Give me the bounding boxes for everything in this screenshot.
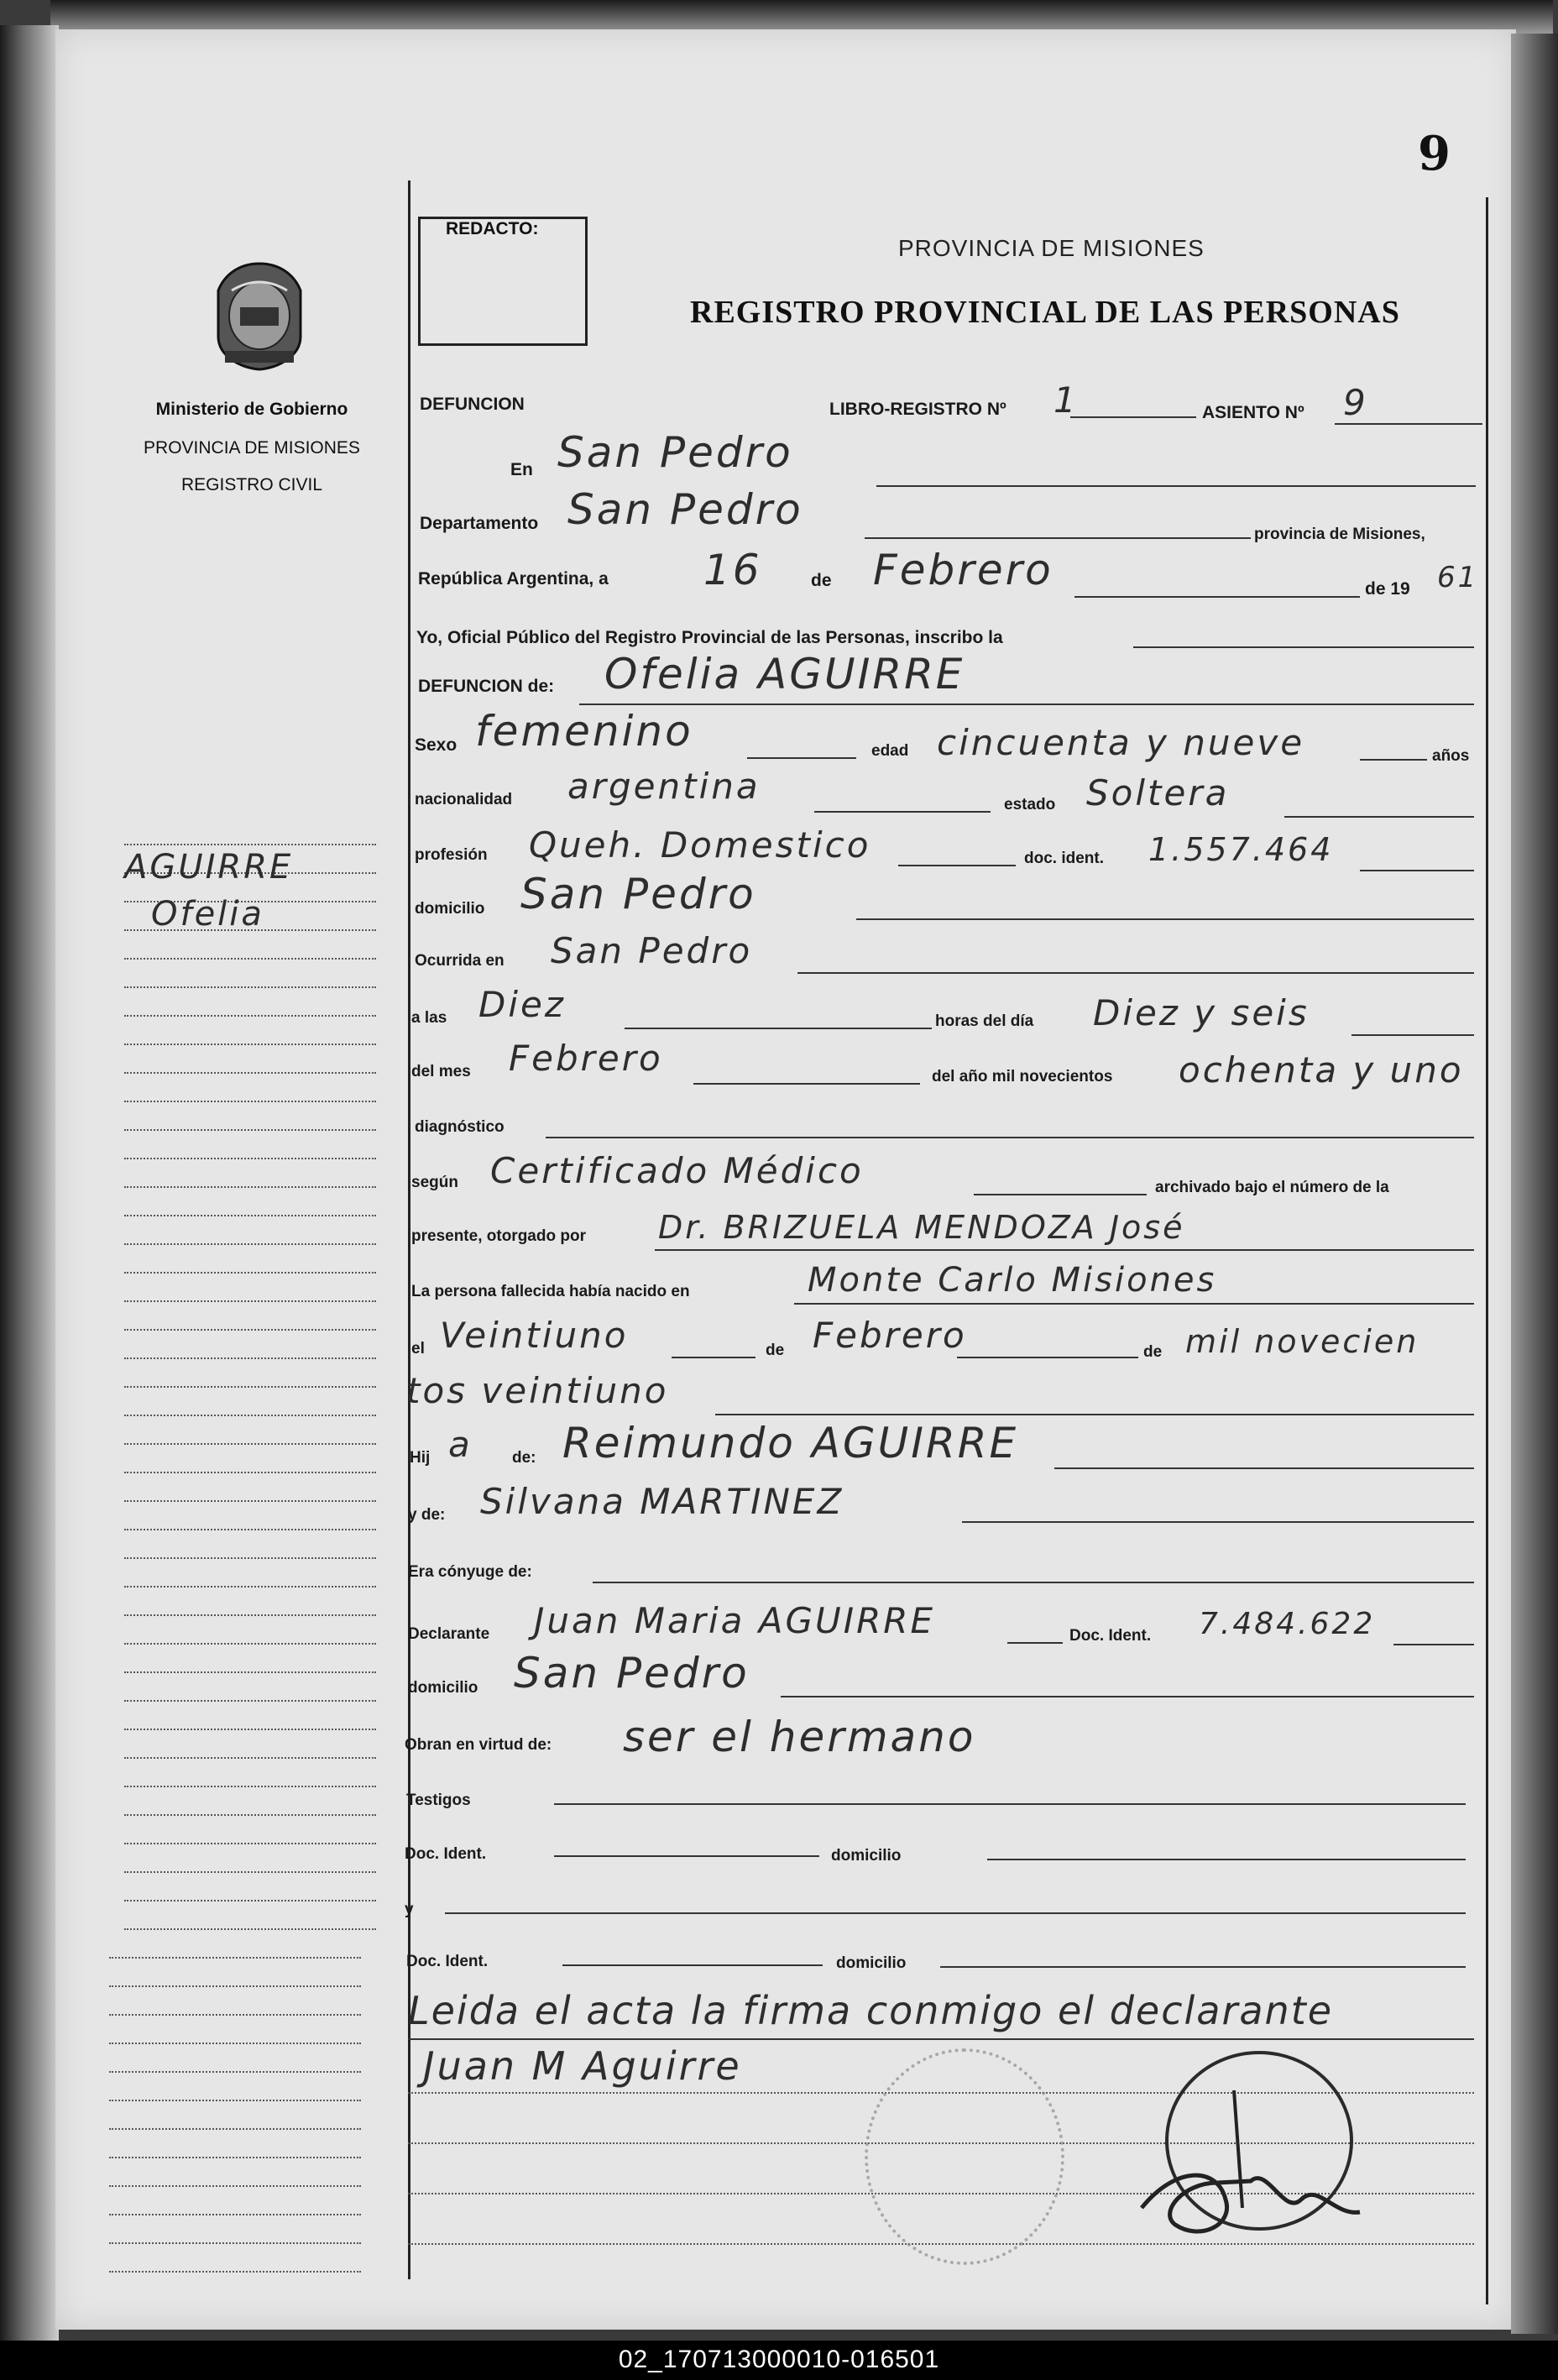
- value-dia: 16: [703, 546, 762, 594]
- margin-province: PROVINCIA DE MISIONES: [144, 438, 360, 458]
- label-de-nac: de: [766, 1342, 785, 1359]
- label-de-19: de 19: [1365, 579, 1410, 599]
- label-el: el: [411, 1340, 425, 1357]
- line-nombre: [579, 704, 1474, 705]
- margin-dotted-line: [109, 1985, 361, 1987]
- label-del-ano: del año mil novecientos: [932, 1068, 1113, 1085]
- line-testigo2-domicilio: [940, 1966, 1466, 1968]
- margin-dotted-line: [124, 1900, 376, 1901]
- margin-dotted-line: [109, 2071, 361, 2073]
- label-defuncion: DEFUNCION: [420, 395, 525, 414]
- margin-surname: AGUIRRE: [124, 848, 294, 887]
- value-asiento: 9: [1343, 382, 1368, 423]
- line-conyuge: [593, 1582, 1474, 1583]
- value-declarante: Juan Maria AGUIRRE: [534, 1600, 936, 1641]
- book-right-edge: [1511, 34, 1558, 2334]
- label-declarante-domicilio: domicilio: [408, 1679, 478, 1697]
- margin-dotted-line: [124, 1186, 376, 1188]
- line-doc: [1360, 870, 1474, 871]
- label-de-mil: de: [1143, 1343, 1163, 1361]
- label-asiento: ASIENTO Nº: [1202, 403, 1304, 422]
- registry-heading: REGISTRO PROVINCIAL DE LAS PERSONAS: [690, 295, 1400, 330]
- margin-dotted-line: [124, 1586, 376, 1588]
- margin-dotted-line: [124, 1272, 376, 1274]
- margin-dotted-line: [124, 1729, 376, 1730]
- value-nacionalidad: argentina: [567, 766, 761, 807]
- value-hora: Diez: [478, 984, 566, 1025]
- label-domicilio: domicilio: [415, 900, 485, 918]
- label-testigos: Testigos: [406, 1792, 471, 1809]
- book-top-edge: [50, 0, 1553, 34]
- line-mes: [1074, 596, 1360, 598]
- line-edad: [1360, 759, 1427, 761]
- margin-dotted-line: [124, 1557, 376, 1559]
- line-testigo1-domicilio: [987, 1859, 1466, 1860]
- label-y: y: [405, 1901, 414, 1918]
- line-diagnostico: [546, 1137, 1474, 1138]
- margin-dotted-line: [124, 1101, 376, 1102]
- margin-dotted-line: [124, 1928, 376, 1930]
- margin-dotted-line: [124, 1129, 376, 1131]
- margin-dotted-line: [124, 1529, 376, 1530]
- line-y: [445, 1912, 1466, 1914]
- label-horas-del-dia: horas del día: [935, 1012, 1034, 1030]
- line-declarante-domicilio: [781, 1696, 1474, 1697]
- label-nacido-en: La persona fallecida había nacido en: [411, 1283, 690, 1300]
- label-hij: Hij: [410, 1449, 431, 1467]
- margin-ministry: Ministerio de Gobierno: [155, 400, 348, 419]
- label-estado: estado: [1004, 796, 1056, 813]
- value-ano-nac-2: tos veintiuno: [406, 1370, 669, 1411]
- label-doc-ident: doc. ident.: [1024, 850, 1104, 867]
- official-signature-icon: [1125, 2040, 1377, 2258]
- label-nacionalidad: nacionalidad: [415, 791, 513, 808]
- label-y-de: y de:: [408, 1506, 446, 1524]
- book-binding: [0, 25, 59, 2342]
- value-departamento: San Pedro: [567, 485, 803, 534]
- value-mes: Febrero: [873, 546, 1053, 594]
- margin-dotted-line: [124, 1015, 376, 1017]
- value-en: San Pedro: [557, 428, 793, 477]
- line-asiento: [1335, 423, 1482, 425]
- margin-dotted-line: [109, 2214, 361, 2215]
- right-form-border: [1486, 197, 1488, 2304]
- margin-dotted-line: [124, 958, 376, 960]
- margin-dotted-line: [124, 1786, 376, 1787]
- margin-dotted-line: [109, 2100, 361, 2101]
- margin-dotted-line: [124, 1643, 376, 1645]
- margin-dotted-line: [124, 1357, 376, 1359]
- value-declarante-doc: 7.484.622: [1199, 1607, 1376, 1641]
- margin-dotted-line: [109, 1957, 361, 1959]
- margin-dotted-line: [124, 1671, 376, 1673]
- margin-dotted-line: [124, 1243, 376, 1245]
- line-padre: [1054, 1467, 1474, 1469]
- margin-dotted-line: [124, 1757, 376, 1759]
- label-oficial: Yo, Oficial Público del Registro Provincial de las Personas, inscribo la: [416, 628, 1003, 647]
- margin-dotted-line: [124, 1329, 376, 1331]
- margin-dotted-line: [124, 1300, 376, 1302]
- label-provincia-misiones: provincia de Misiones,: [1254, 526, 1425, 543]
- label-hij-de: de:: [512, 1449, 536, 1467]
- label-anos: años: [1432, 747, 1470, 765]
- value-edad: cincuenta y nueve: [937, 722, 1305, 763]
- page-number: 9: [1418, 126, 1451, 181]
- label-del-mes: del mes: [411, 1063, 471, 1080]
- value-mes-nac: Febrero: [813, 1315, 967, 1356]
- margin-dotted-line: [124, 1614, 376, 1616]
- value-nacido: Monte Carlo Misiones: [808, 1261, 1217, 1300]
- label-testigo2-domicilio: domicilio: [836, 1954, 907, 1972]
- margin-dotted-line: [124, 1386, 376, 1388]
- margin-dotted-line: [109, 2157, 361, 2158]
- margin-dotted-line: [124, 1700, 376, 1702]
- label-departamento: Departamento: [420, 514, 539, 533]
- line-mes-muerte: [693, 1083, 920, 1085]
- line-testigo2-doc: [562, 1964, 823, 1966]
- value-nombre: Ofelia AGUIRRE: [604, 650, 965, 698]
- margin-dotted-line: [109, 2242, 361, 2244]
- margin-dotted-line: [124, 1415, 376, 1416]
- value-domicilio: San Pedro: [520, 870, 756, 918]
- closing-statement: Leida el acta la firma conmigo el declarante: [408, 1988, 1334, 2033]
- value-padre: Reimundo AGUIRRE: [562, 1419, 1019, 1467]
- value-ano: 61: [1437, 561, 1479, 594]
- value-dia-nac: Veintiuno: [440, 1315, 629, 1356]
- margin-given-name: Ofelia: [151, 895, 264, 934]
- line-ocurrida: [797, 972, 1474, 974]
- line-domicilio: [856, 918, 1474, 920]
- registry-stamp-icon: [865, 2048, 1064, 2265]
- line-certificado: [974, 1194, 1147, 1195]
- document-id: 02_170713000010-016501: [618, 2346, 940, 2373]
- margin-dotted-line: [109, 2014, 361, 2016]
- margin-dotted-line: [124, 1044, 376, 1045]
- label-sexo: Sexo: [415, 735, 457, 755]
- margin-dotted-line: [124, 1814, 376, 1816]
- value-profesion: Queh. Domestico: [529, 824, 871, 866]
- margin-dotted-line: [124, 1072, 376, 1074]
- margin-dotted-line: [124, 844, 376, 845]
- line-oficial: [1133, 646, 1474, 648]
- value-otorgado: Dr. BRIZUELA MENDOZA José: [658, 1209, 1185, 1246]
- province-heading: PROVINCIA DE MISIONES: [898, 235, 1205, 261]
- margin-dotted-line: [124, 986, 376, 988]
- label-republica: República Argentina, a: [418, 569, 609, 588]
- line-declarante: [1007, 1642, 1063, 1644]
- value-obran: ser el hermano: [623, 1713, 976, 1761]
- margin-dotted-line: [124, 1215, 376, 1216]
- line-nacido: [794, 1303, 1474, 1305]
- label-defuncion-de: DEFUNCION de:: [418, 677, 555, 696]
- value-dia-muerte: Diez y seis: [1093, 992, 1310, 1033]
- label-diagnostico: diagnóstico: [415, 1118, 505, 1136]
- label-edad: edad: [871, 742, 909, 760]
- label-segun: según: [411, 1174, 458, 1191]
- value-ano-muerte: ochenta y uno: [1179, 1049, 1464, 1091]
- value-hij-suffix: a: [448, 1424, 473, 1465]
- footer-bar: [0, 2341, 1558, 2380]
- value-libro: 1: [1053, 379, 1079, 421]
- margin-dotted-line: [109, 2043, 361, 2044]
- label-archivado: archivado bajo el número de la: [1155, 1179, 1389, 1196]
- label-conyuge: Era cónyuge de:: [408, 1563, 532, 1581]
- margin-dotted-line: [124, 1443, 376, 1445]
- line-ano-nac: [715, 1414, 1474, 1415]
- line-nacionalidad: [814, 811, 991, 813]
- margin-dotted-line: [109, 2185, 361, 2187]
- value-declarante-domicilio: San Pedro: [514, 1649, 750, 1697]
- label-en: En: [510, 460, 533, 479]
- line-testigo1-doc: [554, 1855, 819, 1857]
- line-estado: [1284, 816, 1474, 818]
- margin-dotted-line: [124, 1871, 376, 1873]
- line-hora: [625, 1028, 932, 1029]
- line-testigos: [554, 1803, 1466, 1805]
- line-declarante-doc: [1393, 1644, 1474, 1645]
- redacto-label: REDACTO:: [446, 219, 539, 238]
- margin-dotted-line: [109, 2128, 361, 2130]
- margin-dotted-line: [124, 1843, 376, 1844]
- label-libro: LIBRO-REGISTRO Nº: [829, 400, 1006, 419]
- line-en: [876, 485, 1476, 487]
- line-dia-nac: [672, 1357, 755, 1358]
- label-presente: presente, otorgado por: [411, 1227, 586, 1245]
- label-profesion: profesión: [415, 846, 488, 864]
- value-estado: Soltera: [1086, 772, 1230, 813]
- line-mes-nac: [957, 1357, 1138, 1358]
- margin-dotted-line: [109, 2271, 361, 2273]
- label-declarante: Declarante: [408, 1625, 490, 1643]
- value-certificado: Certificado Médico: [490, 1150, 864, 1191]
- line-sexo: [747, 757, 856, 759]
- label-ocurrida-en: Ocurrida en: [415, 952, 505, 970]
- margin-dotted-line: [124, 1500, 376, 1502]
- label-testigo1-doc: Doc. Ident.: [405, 1845, 487, 1863]
- label-de-mes: de: [811, 571, 832, 590]
- margin-registry: REGISTRO CIVIL: [180, 475, 323, 494]
- line-madre: [962, 1521, 1474, 1523]
- margin-dotted-line: [124, 1158, 376, 1159]
- province-seal-icon: [207, 257, 312, 374]
- line-departamento: [865, 537, 1251, 539]
- redacto-box: [418, 217, 588, 346]
- value-madre: Silvana MARTINEZ: [480, 1481, 844, 1522]
- label-declarante-doc: Doc. Ident.: [1069, 1627, 1152, 1645]
- value-ocurrida: San Pedro: [551, 930, 753, 971]
- line-libro: [1070, 416, 1196, 418]
- label-testigo2-doc: Doc. Ident.: [406, 1953, 489, 1970]
- declarant-signature: Juan M Aguirre: [423, 2043, 742, 2089]
- label-testigo1-domicilio: domicilio: [831, 1847, 902, 1865]
- value-sexo: femenino: [475, 707, 693, 756]
- line-otorgado: [655, 1249, 1474, 1251]
- value-mes-muerte: Febrero: [509, 1038, 663, 1079]
- value-ano-nac-1: mil novecien: [1185, 1323, 1419, 1360]
- value-doc: 1.557.464: [1148, 831, 1334, 868]
- line-dia-muerte: [1351, 1034, 1474, 1036]
- label-obran: Obran en virtud de:: [405, 1736, 552, 1754]
- line-profesion: [898, 865, 1016, 866]
- label-a-las: a las: [411, 1009, 447, 1027]
- margin-dotted-line: [124, 1472, 376, 1473]
